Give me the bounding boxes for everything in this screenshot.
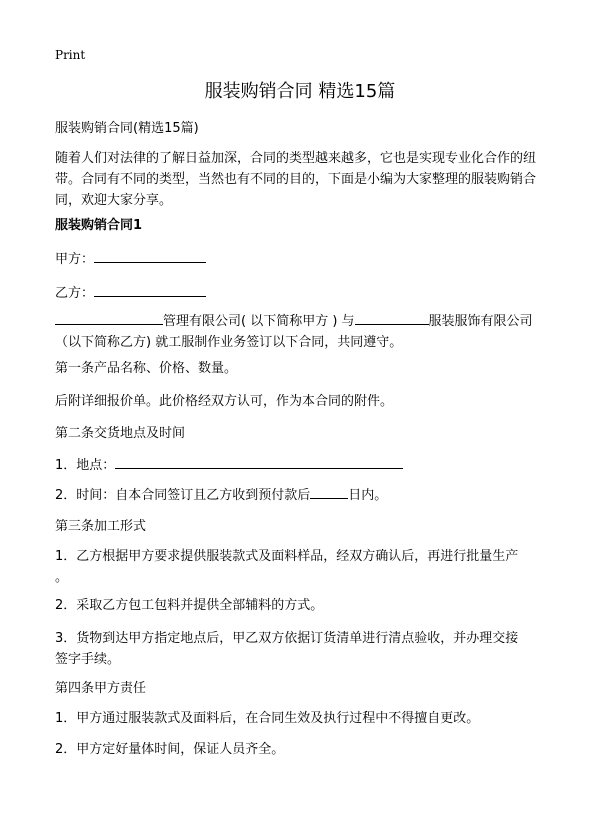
party-a-line: [55, 248, 550, 270]
party-a-company-blank: [55, 310, 163, 325]
party-a-label: 甲方：: [55, 252, 95, 267]
article2-item2-start: 2．时间：自本合同签订且乙方收到预付款后: [55, 488, 311, 503]
article3-item1-line2: 。: [55, 570, 69, 585]
article4-item2-text: 2．甲方定好量体时间，保证人员齐全。: [55, 742, 285, 757]
print-label[interactable]: Print: [55, 48, 86, 62]
contract-heading: [55, 215, 550, 236]
article3-title-text: 第三条加工形式: [55, 519, 147, 534]
party-b-company-blank: [355, 310, 429, 325]
party-b-label: 乙方：: [55, 286, 95, 301]
article2-item2: [55, 484, 550, 506]
days-blank: [310, 484, 348, 499]
article1-text-content: 后附详细报价单。此价格经双方认可，作为本合同的附件。: [55, 394, 394, 409]
parties-paragraph: [55, 310, 550, 353]
contract-heading-text: 服装购销合同1: [55, 218, 143, 233]
intro-subtitle: [55, 118, 550, 139]
document-title: 服装购销合同 精选15篇: [204, 81, 396, 102]
intro-paragraph-text: 随着人们对法律的了解日益加深，合同的类型越来越多，它也是实现专业化合作的纽带。合同有不同的类型，当然也有不同的目的，下面是小编为大家整理的服装购销合同，欢迎大家分享。: [55, 151, 537, 208]
article4-title: [55, 678, 550, 699]
article2-item1-label: 1．地点：: [55, 458, 116, 473]
intro-paragraph: [55, 148, 550, 211]
article4-item1-text: 1．甲方通过服装款式及面料后，在合同生效及执行过程中不得擅自更改。: [55, 711, 480, 726]
article2-title: [55, 423, 550, 444]
article1-title-text: 第一条产品名称、价格、数量。: [55, 361, 238, 376]
article3-item1: [55, 546, 550, 588]
article4-title-text: 第四条甲方责任: [55, 681, 147, 696]
article3-item3: [55, 628, 550, 670]
article1-text: [55, 391, 550, 412]
party-b-blank: [94, 282, 206, 297]
party-a-blank: [94, 248, 206, 263]
article2-item1: [55, 454, 550, 476]
article2-title-text: 第二条交货地点及时间: [55, 426, 186, 441]
article4-item2: [55, 739, 550, 760]
article4-item1: [55, 708, 550, 729]
article3-item2: [55, 595, 550, 616]
article2-item2-end: 日内。: [348, 488, 388, 503]
article3-title: [55, 516, 550, 537]
parties-line1-end: 服装服饰有限公司: [428, 314, 533, 329]
article3-item3-line2: 签字手续。: [55, 652, 121, 667]
article1-title: [55, 358, 550, 379]
party-b-line: [55, 282, 550, 304]
article3-item1-line1: 1．乙方根据甲方要求提供服装款式及面料样品，经双方确认后，再进行批量生产: [55, 549, 519, 564]
article3-item3-line1: 3．货物到达甲方指定地点后，甲乙双方依据订货清单进行清点验收，并办理交接: [55, 631, 519, 646]
parties-line-1: [55, 310, 550, 332]
intro-subtitle-text: 服装购销合同(精选15篇): [55, 121, 199, 136]
article3-item2-text: 2．采取乙方包工包料并提供全部辅料的方式。: [55, 598, 324, 613]
parties-line-2: （以下简称乙方) 就工服制作业务签订以下合同，共同遵守。: [55, 335, 403, 350]
parties-line1-mid: 管理有限公司( 以下简称甲方 ) 与: [163, 314, 355, 329]
location-blank: [115, 454, 403, 469]
